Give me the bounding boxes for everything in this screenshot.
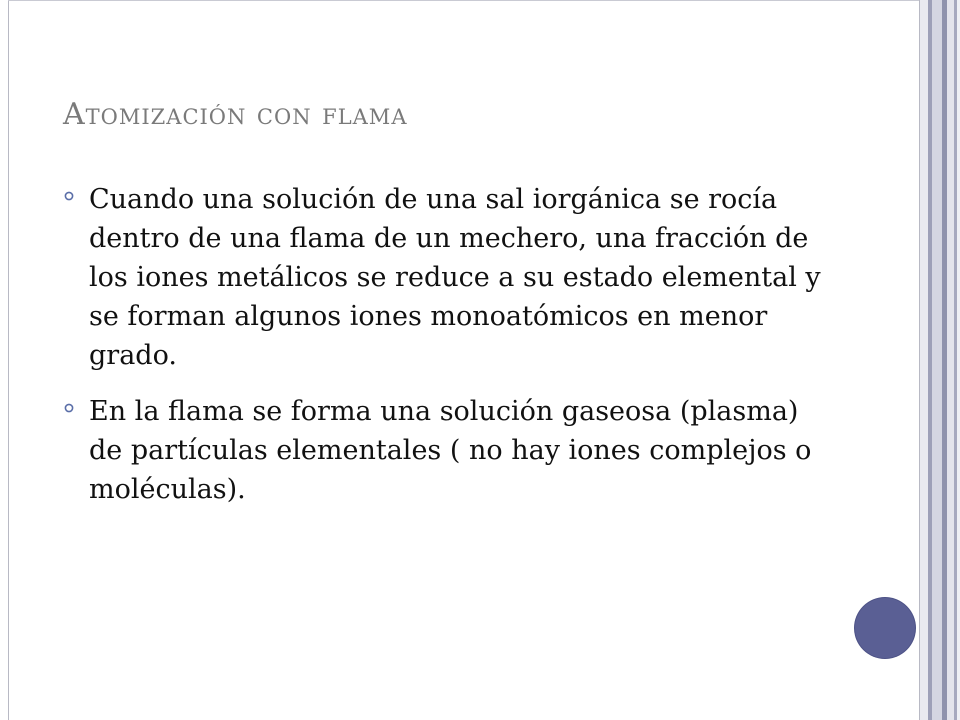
bullet-item — [64, 392, 834, 509]
decorative-stripe-band — [920, 0, 960, 720]
accent-circle-decoration — [855, 598, 915, 658]
hollow-circle-bullet-icon — [64, 403, 74, 413]
frame-left-border — [8, 0, 9, 720]
slide-title: Atomización con flama — [63, 97, 408, 132]
frame-top-border — [8, 0, 920, 1]
bullet-text: En la flama se forma una solución gaseosa (plasma) de partículas elementales ( no hay iones complejos o moléculas). — [89, 396, 812, 505]
bullet-text: Cuando una solución de una sal iorgánica se rocía dentro de una flama de un mechero, una fracción de los iones metálicos se reduce a su estado elemental y se forman algunos iones monoatómicos en menor grado. — [89, 184, 821, 371]
bullet-item — [64, 180, 834, 375]
hollow-circle-bullet-icon — [64, 191, 74, 201]
bullet-list — [64, 180, 834, 526]
